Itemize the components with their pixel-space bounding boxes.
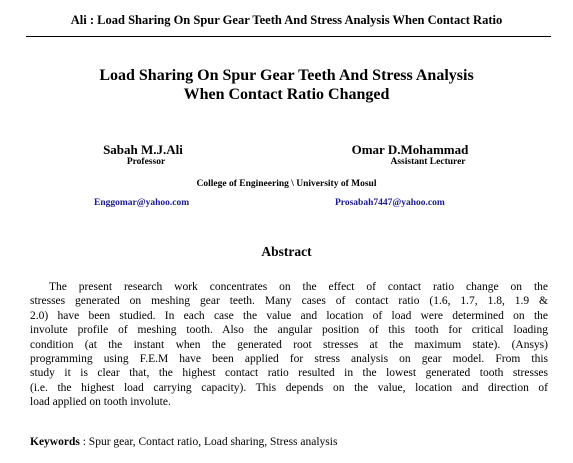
abstract-line: 2.0) have been studied. In each case the value and location of load were determined on the [30,309,548,322]
author-1-role: Professor [126,157,166,167]
abstract-body [30,280,548,410]
author-1 [78,142,208,168]
abstract-line: (i.e. the highest load carrying capacity). This depends on the value, location and direction of [30,381,548,394]
email-link-2[interactable]: Prosabah7447@yahoo.com [335,198,445,208]
abstract-heading: Abstract [261,244,312,259]
abstract-line: stresses generated on meshing gear teeth. Many cases of contact ratio (1.6, 1.7, 1.8, 1.9 & [30,295,548,308]
author-2 [330,142,490,168]
title-line-1: Load Sharing On Spur Gear Teeth And Stress Analysis [99,67,474,84]
author-2-role: Assistant Lecturer [390,157,466,167]
abstract-line: study it is clear that, the highest contact ratio resulted in the lowest generated tooth stresses [30,367,548,380]
author-1-name: Sabah M.J.Ali [103,142,183,157]
email-link-1[interactable]: Enggomar@yahoo.com [94,198,190,208]
keywords-label: Keywords [30,436,80,448]
keywords-text: Spur gear, Contact ratio, Load sharing, Stress analysis [88,436,338,448]
abstract-line: programming using F.E.M have been applied for stress analysis on gear model. From this [30,353,548,366]
abstract-line: involute profile of meshing tooth. Also the angular position of this tooth for critical loading [30,324,548,337]
title-line-2: When Contact Ratio Changed [183,86,390,103]
abstract-line: load applied on tooth involute. [30,396,171,409]
keywords [30,436,337,448]
affiliation: College of Engineering \ University of Mosul [196,179,377,189]
paper-title [0,66,573,104]
author-2-name: Omar D.Mohammad [351,142,469,157]
keywords-separator: : [79,436,89,448]
header-rule [26,36,551,37]
abstract-line: condition (at the instant when the generated root stresses at the maximum state). (Ansys) [30,338,548,351]
abstract-line: The present research work concentrates on the effect of contact ratio change on the [49,281,548,293]
running-header: Ali : Load Sharing On Spur Gear Teeth And Stress Analysis When Contact Ratio [70,13,503,27]
